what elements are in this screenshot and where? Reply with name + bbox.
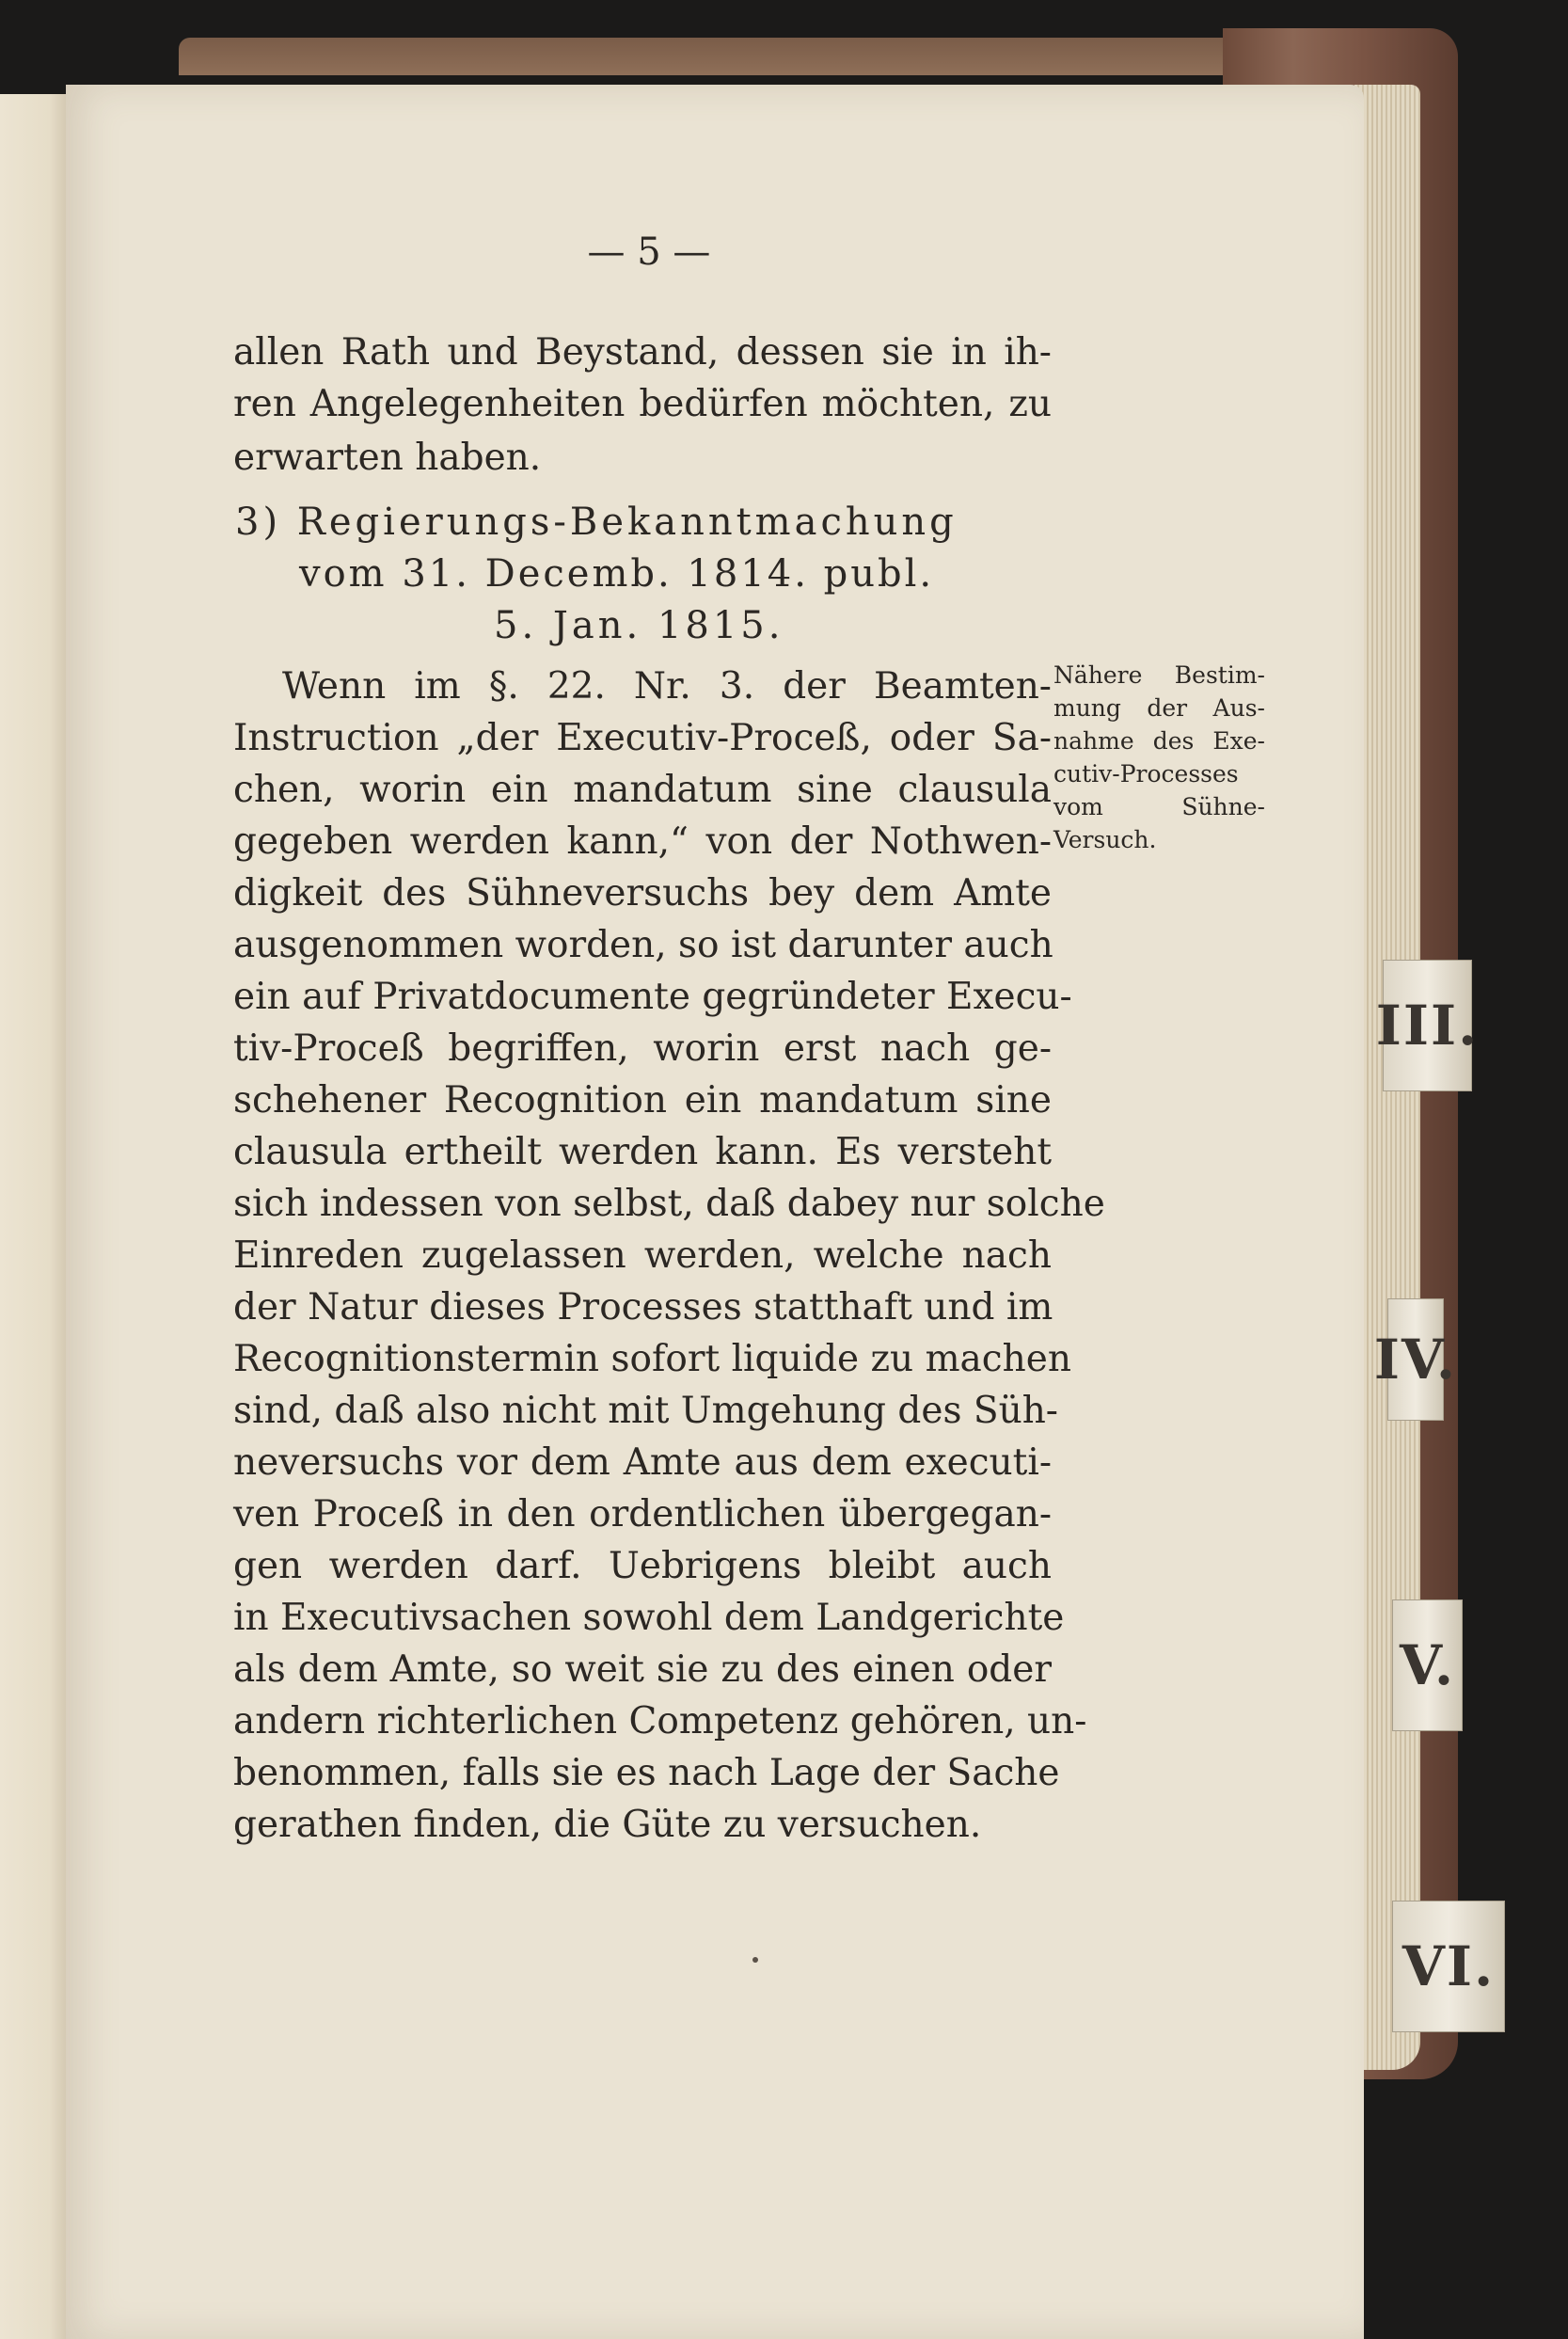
text-line: erwarten haben. <box>233 437 542 479</box>
left-page-edge <box>0 94 71 2339</box>
margin-note-line: cutiv-Processes <box>1053 760 1239 788</box>
text-line: digkeit des Sühneversuchs bey dem Amte <box>233 872 1052 915</box>
margin-note-line: nahme des Exe- <box>1053 727 1265 755</box>
index-tab-5[interactable]: V. <box>1392 1599 1463 1731</box>
text-line: ausgenommen worden, so ist darunter auch <box>233 924 1053 966</box>
margin-note-line: mung der Aus- <box>1053 694 1265 722</box>
index-tab-4[interactable]: IV. <box>1387 1298 1444 1421</box>
text-line: in Executivsachen sowohl dem Landgerichte <box>233 1597 1065 1639</box>
index-tab-3[interactable]: III. <box>1383 960 1472 1091</box>
text-line: schehener Recognition ein mandatum sine <box>233 1079 1052 1122</box>
text-line: Recognitionstermin sofort liquide zu machen <box>233 1338 1071 1380</box>
text-line: neversuchs vor dem Amte aus dem executi- <box>233 1441 1052 1484</box>
text-line: tiv-Proceß begriffen, worin erst nach ge- <box>233 1027 1052 1070</box>
text-line: andern richterlichen Competenz gehören, un- <box>233 1700 1087 1742</box>
text-line: allen Rath und Beystand, dessen sie in ih- <box>233 331 1052 374</box>
text-line: Instruction „der Executiv-Proceß, oder Sa- <box>233 717 1052 759</box>
text-line: ren Angelegenheiten bedürfen möchten, zu <box>233 383 1052 425</box>
text-line: als dem Amte, so weit sie zu des einen oder <box>233 1648 1052 1691</box>
text-line: gegeben werden kann,“ von der Nothwen- <box>233 820 1052 863</box>
section-heading-date: vom 31. Decemb. 1814. publ. <box>299 552 935 596</box>
index-tab-6[interactable]: VI. <box>1392 1901 1505 2032</box>
text-line: gerathen finden, die Güte zu versuchen. <box>233 1804 982 1846</box>
margin-note-line: Versuch. <box>1053 826 1157 853</box>
section-heading-publication: 5. Jan. 1815. <box>494 604 784 647</box>
text-line: benommen, falls sie es nach Lage der Sache <box>233 1752 1060 1794</box>
text-line: Wenn im §. 22. Nr. 3. der Beamten- <box>282 665 1052 708</box>
text-line: sind, daß also nicht mit Umgehung des Süh- <box>233 1390 1058 1432</box>
text-line: der Natur dieses Processes statthaft und im <box>233 1286 1053 1329</box>
printer-mark <box>752 1957 758 1963</box>
page-number: — 5 — <box>587 231 711 274</box>
text-line: sich indessen von selbst, daß dabey nur solche <box>233 1183 1105 1225</box>
text-line: ven Proceß in den ordentlichen übergegan- <box>233 1493 1052 1535</box>
section-heading: 3) Regierungs-Bekanntmachung <box>235 501 958 544</box>
text-line: gen werden darf. Uebrigens bleibt auch <box>233 1545 1052 1587</box>
text-line: Einreden zugelassen werden, welche nach <box>233 1234 1052 1277</box>
margin-note-line: Nähere Bestim- <box>1053 661 1265 689</box>
text-line: clausula ertheilt werden kann. Es versteht <box>233 1131 1052 1173</box>
text-line: chen, worin ein mandatum sine clausula <box>233 769 1052 811</box>
margin-note-line: vom Sühne- <box>1053 793 1265 820</box>
text-line: ein auf Privatdocumente gegründeter Execu- <box>233 976 1072 1018</box>
